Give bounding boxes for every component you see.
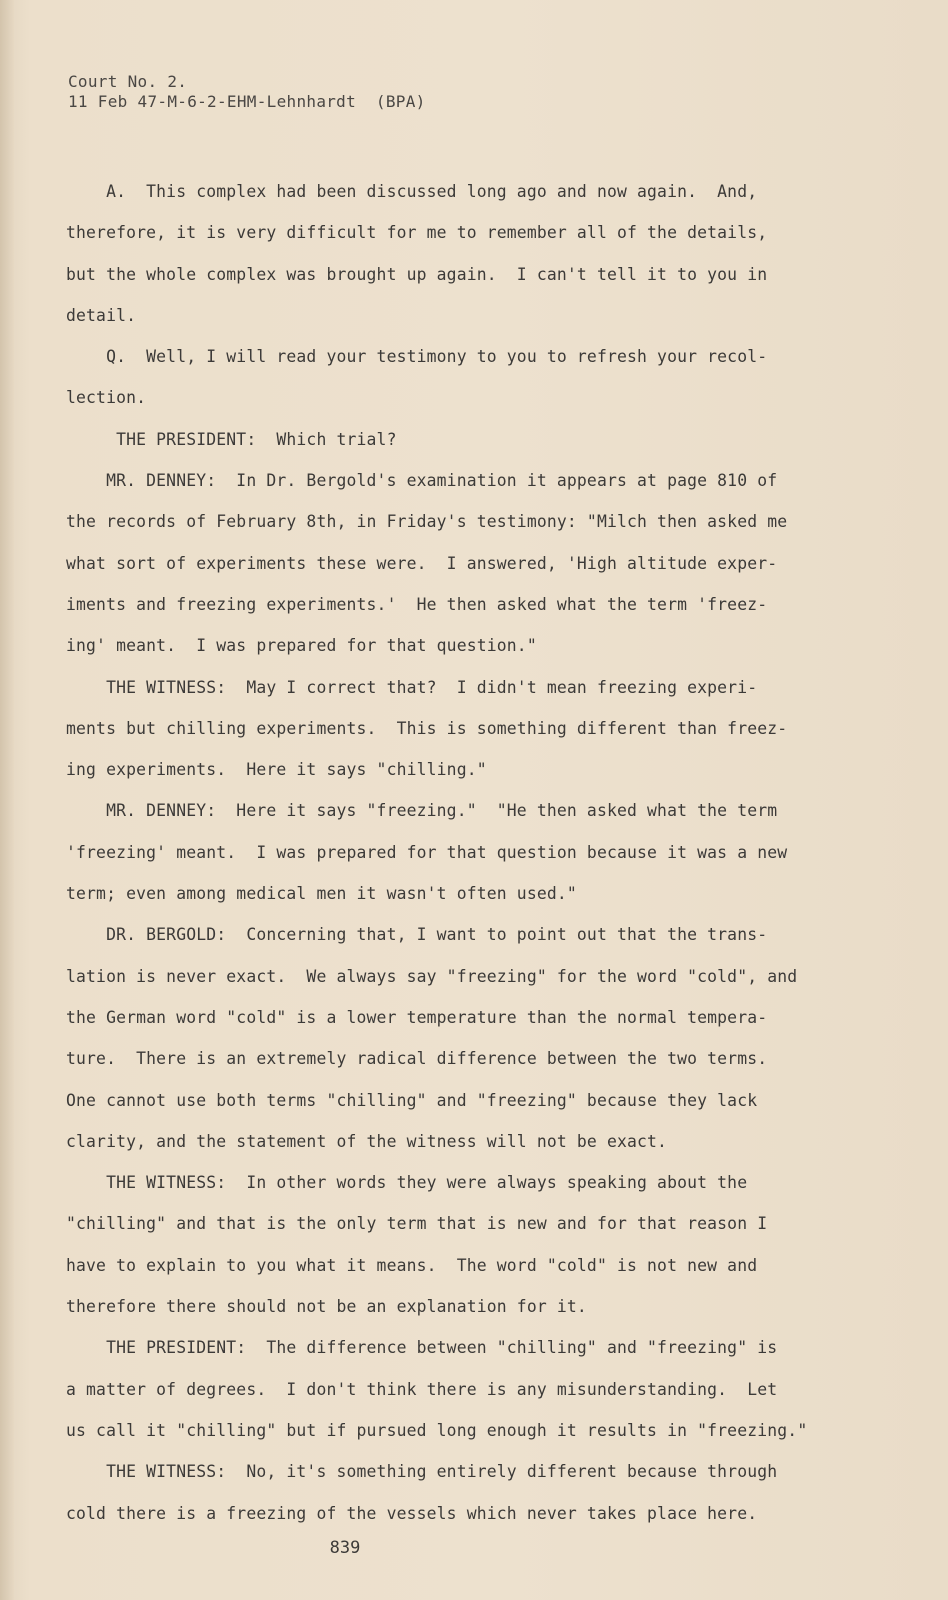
page-number: 839 <box>329 1538 361 1558</box>
transcript-line: 'freezing' meant. I was prepared for that question because it was a new <box>66 842 788 862</box>
page-edge <box>0 0 14 1600</box>
transcript-line: THE PRESIDENT: Which trial? <box>66 429 397 449</box>
transcript-line: a matter of degrees. I don't think there is any misunderstanding. Let <box>66 1379 778 1399</box>
transcript-line: cold there is a freezing of the vessels which never takes place here. <box>66 1503 758 1523</box>
transcript-line: THE WITNESS: No, it's something entirely different because through <box>66 1462 778 1482</box>
transcript-line: MR. DENNEY: In Dr. Bergold's examination it appears at page 810 of <box>66 471 778 491</box>
transcript-line: lation is never exact. We always say "freezing" for the word "cold", and <box>66 966 798 986</box>
transcript-line: ing experiments. Here it says "chilling." <box>66 760 487 780</box>
transcript-line: therefore there should not be an explanation for it. <box>66 1297 587 1317</box>
transcript-body <box>66 171 886 1534</box>
transcript-line: lection. <box>66 388 147 408</box>
transcript-line: therefore, it is very difficult for me to remember all of the details, <box>66 223 768 243</box>
transcript-line: the German word "cold" is a lower temperature than the normal tempera- <box>66 1007 768 1027</box>
transcript-line: One cannot use both terms "chilling" and "freezing" because they lack <box>66 1090 758 1110</box>
court-label: Court No. 2. <box>68 72 188 91</box>
transcript-line: iments and freezing experiments.' He then asked what the term 'freez- <box>66 594 768 614</box>
transcript-line: MR. DENNEY: Here it says "freezing." "He then asked what the term <box>66 801 778 821</box>
transcript-line: have to explain to you what it means. The word "cold" is not new and <box>66 1255 758 1275</box>
transcript-line: detail. <box>66 305 137 325</box>
transcript-line: us call it "chilling" but if pursued long enough it results in "freezing." <box>66 1420 808 1440</box>
transcript-line: THE WITNESS: In other words they were always speaking about the <box>66 1173 748 1193</box>
transcript-line: ments but chilling experiments. This is something different than freez- <box>66 718 788 738</box>
transcript-line: ing' meant. I was prepared for that question." <box>66 636 537 656</box>
transcript-line: THE WITNESS: May I correct that? I didn't mean freezing experi- <box>66 677 758 697</box>
transcript-line: but the whole complex was brought up again. I can't tell it to you in <box>66 264 768 284</box>
document-reference: 11 Feb 47-M-6-2-EHM-Lehnhardt (BPA) <box>68 92 426 111</box>
transcript-line: the records of February 8th, in Friday's testimony: "Milch then asked me <box>66 512 788 532</box>
transcript-line: ture. There is an extremely radical difference between the two terms. <box>66 1049 768 1069</box>
transcript-line: DR. BERGOLD: Concerning that, I want to point out that the trans- <box>66 925 768 945</box>
transcript-line: clarity, and the statement of the witness will not be exact. <box>66 1131 668 1151</box>
transcript-line: THE PRESIDENT: The difference between "chilling" and "freezing" is <box>66 1338 778 1358</box>
transcript-line: what sort of experiments these were. I answered, 'High altitude exper- <box>66 553 778 573</box>
transcript-line: term; even among medical men it wasn't often used." <box>66 884 577 904</box>
transcript-line: A. This complex had been discussed long ago and now again. And, <box>66 182 758 201</box>
transcript-line: "chilling" and that is the only term that is new and for that reason I <box>66 1214 768 1234</box>
transcript-line: Q. Well, I will read your testimony to you to refresh your recol- <box>66 347 768 367</box>
page-header <box>68 72 426 112</box>
